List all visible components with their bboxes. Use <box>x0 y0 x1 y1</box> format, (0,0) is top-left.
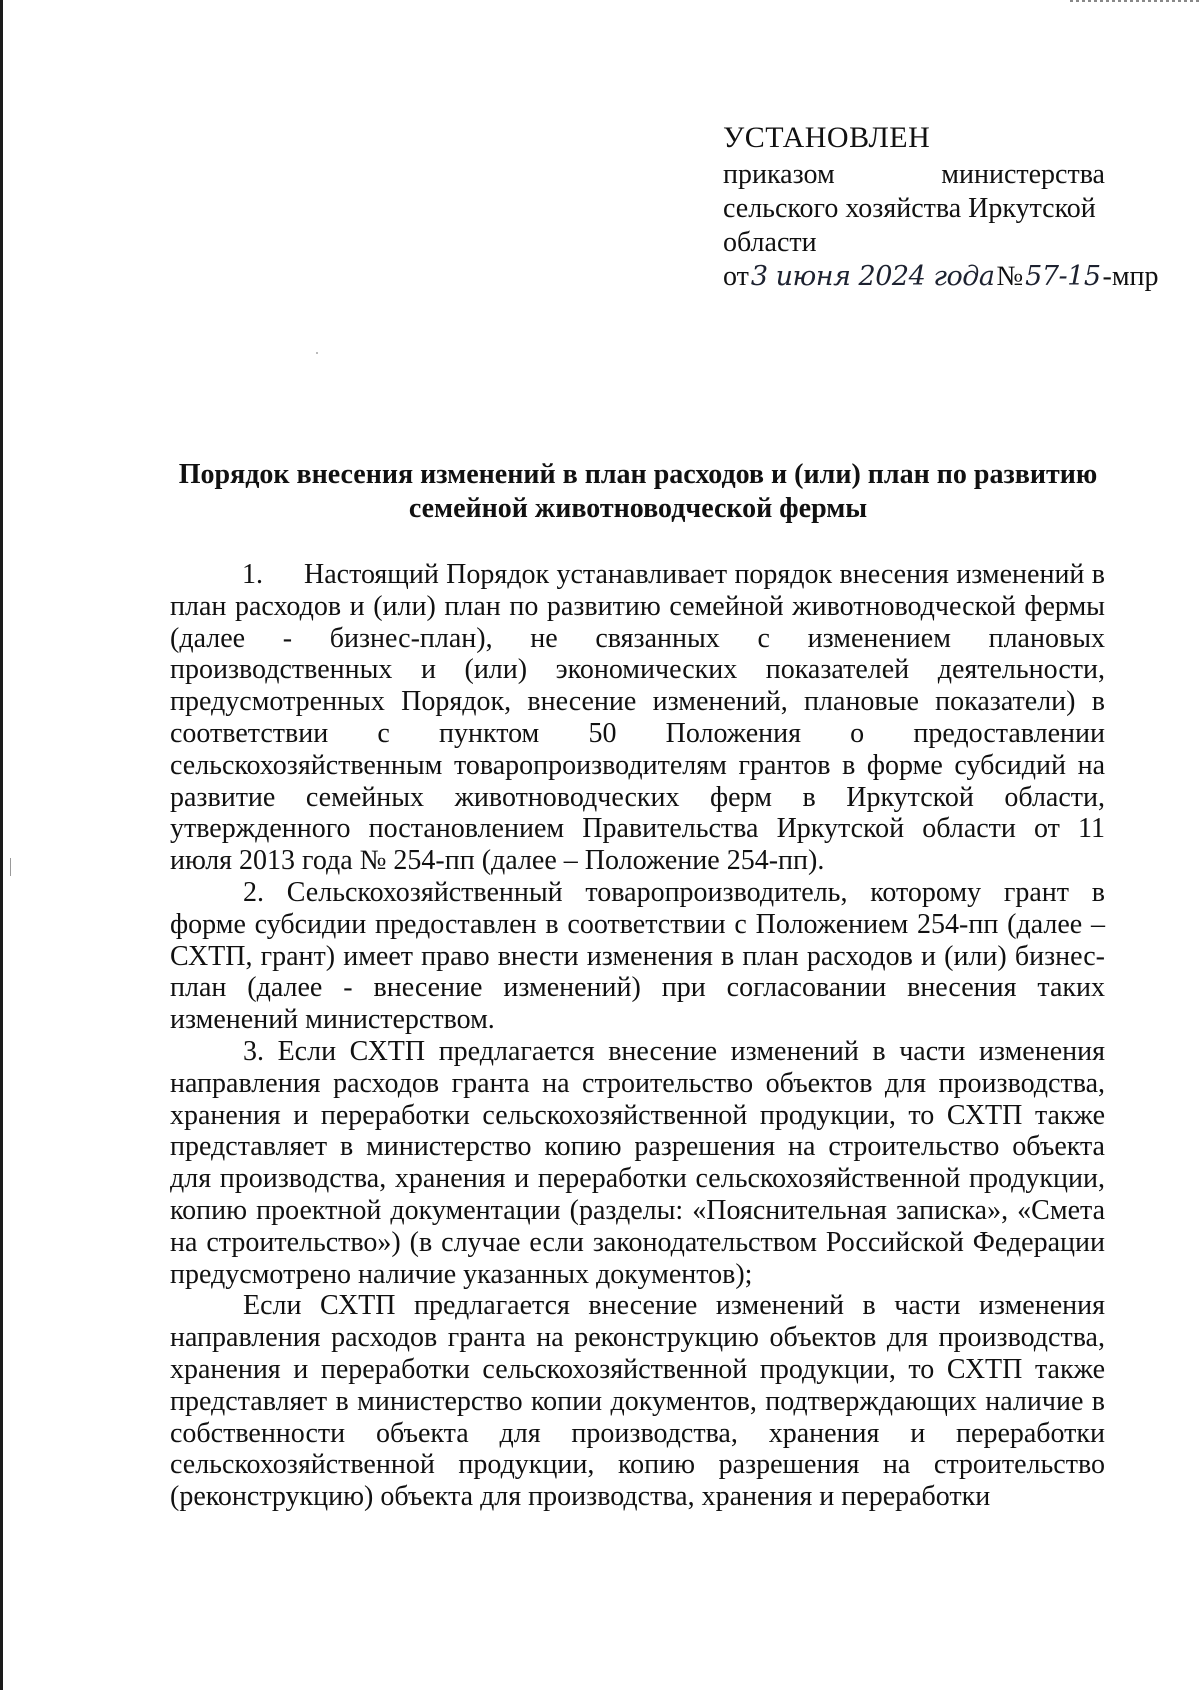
paragraph-2: 2. Сельскохозяйственный товаропроизводитель, которому грант в форме субсидии предоставлен в соответствии с Положением 254-пп (далее – СХТП, грант) имеет право внести изменения в план расходов и (или) бизнес-план (далее - внесение изменений) при согласовании внесения таких изменений министерством. <box>170 876 1105 1036</box>
number-suffix: -мпр <box>1102 261 1159 292</box>
handwritten-number: 57-15 <box>1025 261 1101 292</box>
paragraph-4: Если СХТП предлагается внесение изменений в части изменения направления расходов гранта на реконструкцию объектов для производства, хранения и переработки сельскохозяйственной продукции, то СХТП также представляет в министерство копии документов, подтверждающих наличие в собственности объекта для производства, хранения и переработки сельскохозяйственной продукции, копию разрешения на строительство (реконструкцию) объекта для производства, хранения и переработки <box>170 1290 1105 1513</box>
document-title <box>160 458 1116 526</box>
approval-line-2: сельского хозяйства Иркутской <box>723 193 1096 224</box>
paragraph-3: 3. Если СХТП предлагается внесение изменений в части изменения направления расходов гранта на строительство объектов для производства, хранения и переработки сельскохозяйственной продукции, то СХТП также представляет в министерство копию разрешения на строительство объекта для производства, хранения и переработки сельскохозяйственной продукции, копию проектной документации (разделы: «Пояснительная записка», «Смета на строительство») (в случае если законодательством Российской Федерации предусмотрено наличие указанных документов); <box>170 1035 1105 1290</box>
paragraph-1 <box>170 559 1105 877</box>
scan-left-edge <box>0 0 3 1690</box>
scan-speck <box>316 352 318 354</box>
title-line-1: Порядок внесения изменений в план расходов и (или) план по развитию <box>178 459 1098 490</box>
number-sign: № <box>996 261 1024 292</box>
approval-line-1 <box>723 158 1105 192</box>
scan-top-edge <box>1070 0 1200 2</box>
scan-mark <box>10 858 11 876</box>
approval-heading: УСТАНОВЛЕН <box>723 121 931 154</box>
approval-word-order: приказом <box>723 159 835 190</box>
approval-line-3: области <box>723 227 817 258</box>
approval-date-line <box>723 260 1159 294</box>
date-prefix: от <box>723 261 749 292</box>
document-body <box>170 559 1105 1513</box>
title-line-2: семейной животноводческой фермы <box>408 493 868 524</box>
handwritten-date: 3 июня 2024 года <box>750 261 995 292</box>
paragraph-1-number: 1. <box>242 559 263 590</box>
approval-word-ministry: министерства <box>941 159 1105 190</box>
paragraph-1-text: Настоящий Порядок устанавливает порядок внесения изменений в план расходов и (или) план по развитию семейной животноводческой фермы (далее - бизнес-план), не связанных с изменением плановых производственных и (или) экономических показателей деятельности, предусмотренных Порядок, внесение изменений, плановые показатели) в соответствии с пунктом 50 Положения о предоставлении сельскохозяйственным товаропроизводителям грантов в форме субсидий на развитие семейных животноводческих ферм в Иркутской области, утвержденного постановлением Правительства Иркутской области от 11 июля 2013 года № 254-пп (далее – Положение 254-пп). <box>170 559 1105 877</box>
approval-stamp-block <box>723 118 1159 294</box>
